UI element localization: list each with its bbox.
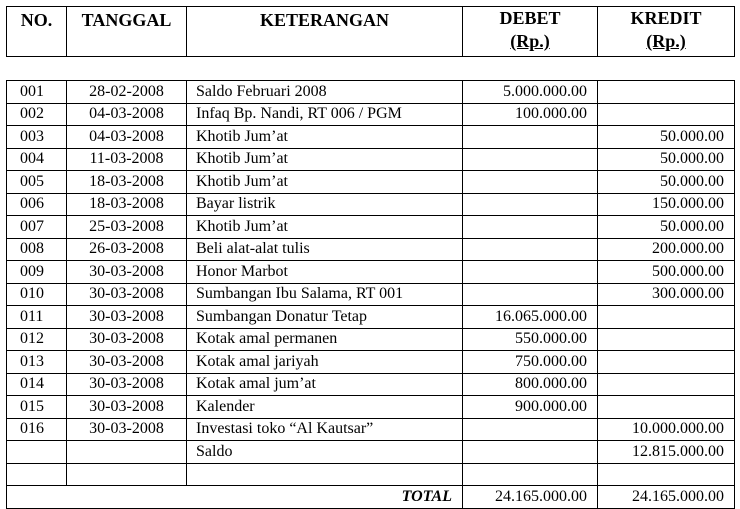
cell-kredit: 50.000.00	[598, 126, 735, 149]
cell-keterangan: Sumbangan Donatur Tetap	[187, 306, 463, 329]
cell-kredit: 10.000.000.00	[598, 418, 735, 441]
cell-no: 013	[7, 351, 67, 374]
header-kredit-line2: (Rp.)	[646, 31, 686, 51]
cell-kredit: 50.000.00	[598, 171, 735, 194]
cell-tanggal: 11-03-2008	[67, 148, 187, 171]
table-row	[7, 193, 735, 216]
cell-kredit	[598, 351, 735, 374]
cell-tanggal: 04-03-2008	[67, 103, 187, 126]
cell-keterangan: Kotak amal jum’at	[187, 373, 463, 396]
ledger-rows	[7, 81, 735, 486]
cell-tanggal	[67, 441, 187, 464]
cell-kredit: 50.000.00	[598, 216, 735, 239]
cell-keterangan: Kotak amal jariyah	[187, 351, 463, 374]
table-row	[7, 103, 735, 126]
cell-keterangan: Investasi toko “Al Kautsar”	[187, 418, 463, 441]
cell-keterangan: Khotib Jum’at	[187, 126, 463, 149]
cell-debet	[463, 216, 598, 239]
cell-kredit: 50.000.00	[598, 148, 735, 171]
cell-no: 005	[7, 171, 67, 194]
table-row	[7, 283, 735, 306]
total-kredit: 24.165.000.00	[598, 486, 735, 509]
header-debet-line2: (Rp.)	[510, 31, 550, 51]
cell-debet	[463, 171, 598, 194]
cell-no: 002	[7, 103, 67, 126]
cell-no	[7, 441, 67, 464]
cell-kredit	[598, 306, 735, 329]
cell-keterangan: Saldo	[187, 441, 463, 464]
cell-no: 012	[7, 328, 67, 351]
table-row	[7, 351, 735, 374]
header-debet-line1: DEBET	[499, 8, 561, 28]
cell-kredit: 200.000.00	[598, 238, 735, 261]
table-row	[7, 148, 735, 171]
header-row	[7, 7, 735, 57]
cell-kredit	[598, 328, 735, 351]
cell-tanggal: 28-02-2008	[67, 81, 187, 104]
cell-kredit: 500.000.00	[598, 261, 735, 284]
cell-kredit: 150.000.00	[598, 193, 735, 216]
cell-no: 009	[7, 261, 67, 284]
table-row	[7, 441, 735, 464]
table-row	[7, 328, 735, 351]
cell-no: 008	[7, 238, 67, 261]
table-row	[7, 261, 735, 284]
cell-keterangan: Honor Marbot	[187, 261, 463, 284]
cell-tanggal: 30-03-2008	[67, 373, 187, 396]
ledger-header-table	[6, 6, 735, 57]
cell-tanggal: 30-03-2008	[67, 306, 187, 329]
header-kredit	[598, 7, 735, 57]
cell-debet	[463, 463, 598, 486]
table-row	[7, 463, 735, 486]
cell-keterangan: Khotib Jum’at	[187, 216, 463, 239]
cell-no: 007	[7, 216, 67, 239]
cell-kredit	[598, 81, 735, 104]
cell-no: 010	[7, 283, 67, 306]
total-debet: 24.165.000.00	[463, 486, 598, 509]
cell-keterangan: Kotak amal permanen	[187, 328, 463, 351]
cell-tanggal	[67, 463, 187, 486]
cell-debet	[463, 418, 598, 441]
cell-no	[7, 463, 67, 486]
cell-debet	[463, 126, 598, 149]
header-no: NO.	[7, 7, 67, 57]
cell-keterangan	[187, 463, 463, 486]
table-row	[7, 126, 735, 149]
cell-debet	[463, 261, 598, 284]
header-keterangan: KETERANGAN	[187, 7, 463, 57]
cell-kredit: 300.000.00	[598, 283, 735, 306]
cell-no: 015	[7, 396, 67, 419]
cell-kredit	[598, 463, 735, 486]
cell-debet	[463, 148, 598, 171]
cell-kredit: 12.815.000.00	[598, 441, 735, 464]
header-debet	[463, 7, 598, 57]
cell-debet: 900.000.00	[463, 396, 598, 419]
cell-no: 001	[7, 81, 67, 104]
cell-tanggal: 04-03-2008	[67, 126, 187, 149]
cell-tanggal: 30-03-2008	[67, 418, 187, 441]
table-row	[7, 418, 735, 441]
table-row	[7, 396, 735, 419]
cell-keterangan: Infaq Bp. Nandi, RT 006 / PGM	[187, 103, 463, 126]
cell-tanggal: 25-03-2008	[67, 216, 187, 239]
cell-no: 006	[7, 193, 67, 216]
cell-kredit	[598, 373, 735, 396]
cell-debet: 550.000.00	[463, 328, 598, 351]
cell-debet: 800.000.00	[463, 373, 598, 396]
table-row	[7, 238, 735, 261]
total-label: TOTAL	[7, 486, 463, 509]
table-row	[7, 306, 735, 329]
table-row	[7, 373, 735, 396]
cell-tanggal: 18-03-2008	[67, 171, 187, 194]
ledger-body-table	[6, 80, 735, 509]
cell-kredit	[598, 396, 735, 419]
cell-tanggal: 30-03-2008	[67, 351, 187, 374]
cell-debet	[463, 238, 598, 261]
cell-debet	[463, 283, 598, 306]
cell-keterangan: Khotib Jum’at	[187, 171, 463, 194]
header-kredit-line1: KREDIT	[630, 8, 702, 28]
cell-keterangan: Sumbangan Ibu Salama, RT 001	[187, 283, 463, 306]
table-row	[7, 216, 735, 239]
cell-tanggal: 30-03-2008	[67, 396, 187, 419]
cell-debet	[463, 193, 598, 216]
cell-debet: 16.065.000.00	[463, 306, 598, 329]
cell-no: 016	[7, 418, 67, 441]
cell-keterangan: Bayar listrik	[187, 193, 463, 216]
cell-no: 011	[7, 306, 67, 329]
cell-tanggal: 30-03-2008	[67, 261, 187, 284]
cell-no: 004	[7, 148, 67, 171]
cell-keterangan: Saldo Februari 2008	[187, 81, 463, 104]
cell-kredit	[598, 103, 735, 126]
cell-debet: 750.000.00	[463, 351, 598, 374]
cell-tanggal: 30-03-2008	[67, 328, 187, 351]
cell-no: 014	[7, 373, 67, 396]
cell-no: 003	[7, 126, 67, 149]
cell-debet: 100.000.00	[463, 103, 598, 126]
cell-keterangan: Kalender	[187, 396, 463, 419]
cell-tanggal: 26-03-2008	[67, 238, 187, 261]
cell-keterangan: Khotib Jum’at	[187, 148, 463, 171]
cell-keterangan: Beli alat-alat tulis	[187, 238, 463, 261]
table-row	[7, 171, 735, 194]
cell-tanggal: 18-03-2008	[67, 193, 187, 216]
header-tanggal: TANGGAL	[67, 7, 187, 57]
cell-debet	[463, 441, 598, 464]
cell-tanggal: 30-03-2008	[67, 283, 187, 306]
cell-debet: 5.000.000.00	[463, 81, 598, 104]
table-row	[7, 81, 735, 104]
